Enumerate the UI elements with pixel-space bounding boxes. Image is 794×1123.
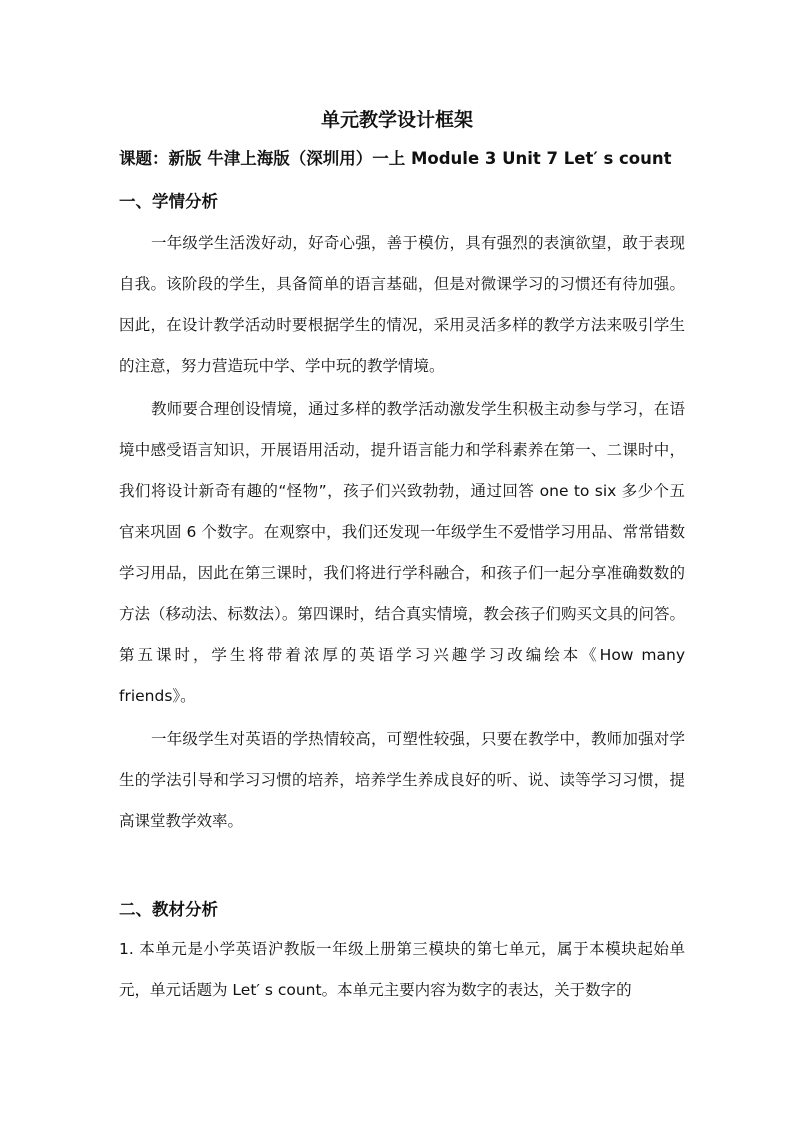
section-heading-learner-analysis: 一、学情分析 [119,192,218,211]
section-heading-textbook-analysis: 二、教材分析 [119,900,218,919]
paragraph-learner-traits: 一年级学生活泼好动，好奇心强，善于模仿，具有强烈的表演欲望，敢于表现自我。该阶段的学生，具备简单的语言基础，但是对微课学习的习惯还有待加强。因此，在设计教学活动时要根据学生的情况，采用灵活多样的教学方法来吸引学生的注意，努力营造玩中学、学中玩的教学情境。 [119,234,685,375]
lesson-subject: 课题：新版 牛津上海版（深圳用）一上 Module 3 Unit 7 Let′ s count [119,149,672,168]
paragraph-teaching-plan: 教师要合理创设情境，通过多样的教学活动激发学生积极主动参与学习，在语境中感受语言知识，开展语用活动，提升语言能力和学科素养在第一、二课时中，我们将设计新奇有趣的“怪物”，孩子们兴致勃勃，通过回答 one to six 多少个五官来巩固 6 个数字。在观察中，我们还发现一年级学生不爱惜学习用品、常常错数学习用品，因此在第三课时，我们将进行学科融合，和孩子们一起分享准确数数的方法（移动法、标数法）。第四课时，结合真实情境，教会孩子们购买文具的问答。第五课时，学生将带着浓厚的英语学习兴趣学习改编绘本《How many friends》。 [119,400,685,705]
paragraph-learning-habits: 一年级学生对英语的学热情较高，可塑性较强，只要在教学中，教师加强对学生的学法引导和学习习惯的培养，培养学生养成良好的听、说、读等学习习惯，提高课堂教学效率。 [119,730,685,830]
page-title: 单元教学设计框架 [320,109,473,131]
paragraph-textbook-overview: 1. 本单元是小学英语沪教版一年级上册第三模块的第七单元，属于本模块起始单元，单元话题为 Let′ s count。本单元主要内容为数字的表达，关于数字的 [119,940,685,999]
